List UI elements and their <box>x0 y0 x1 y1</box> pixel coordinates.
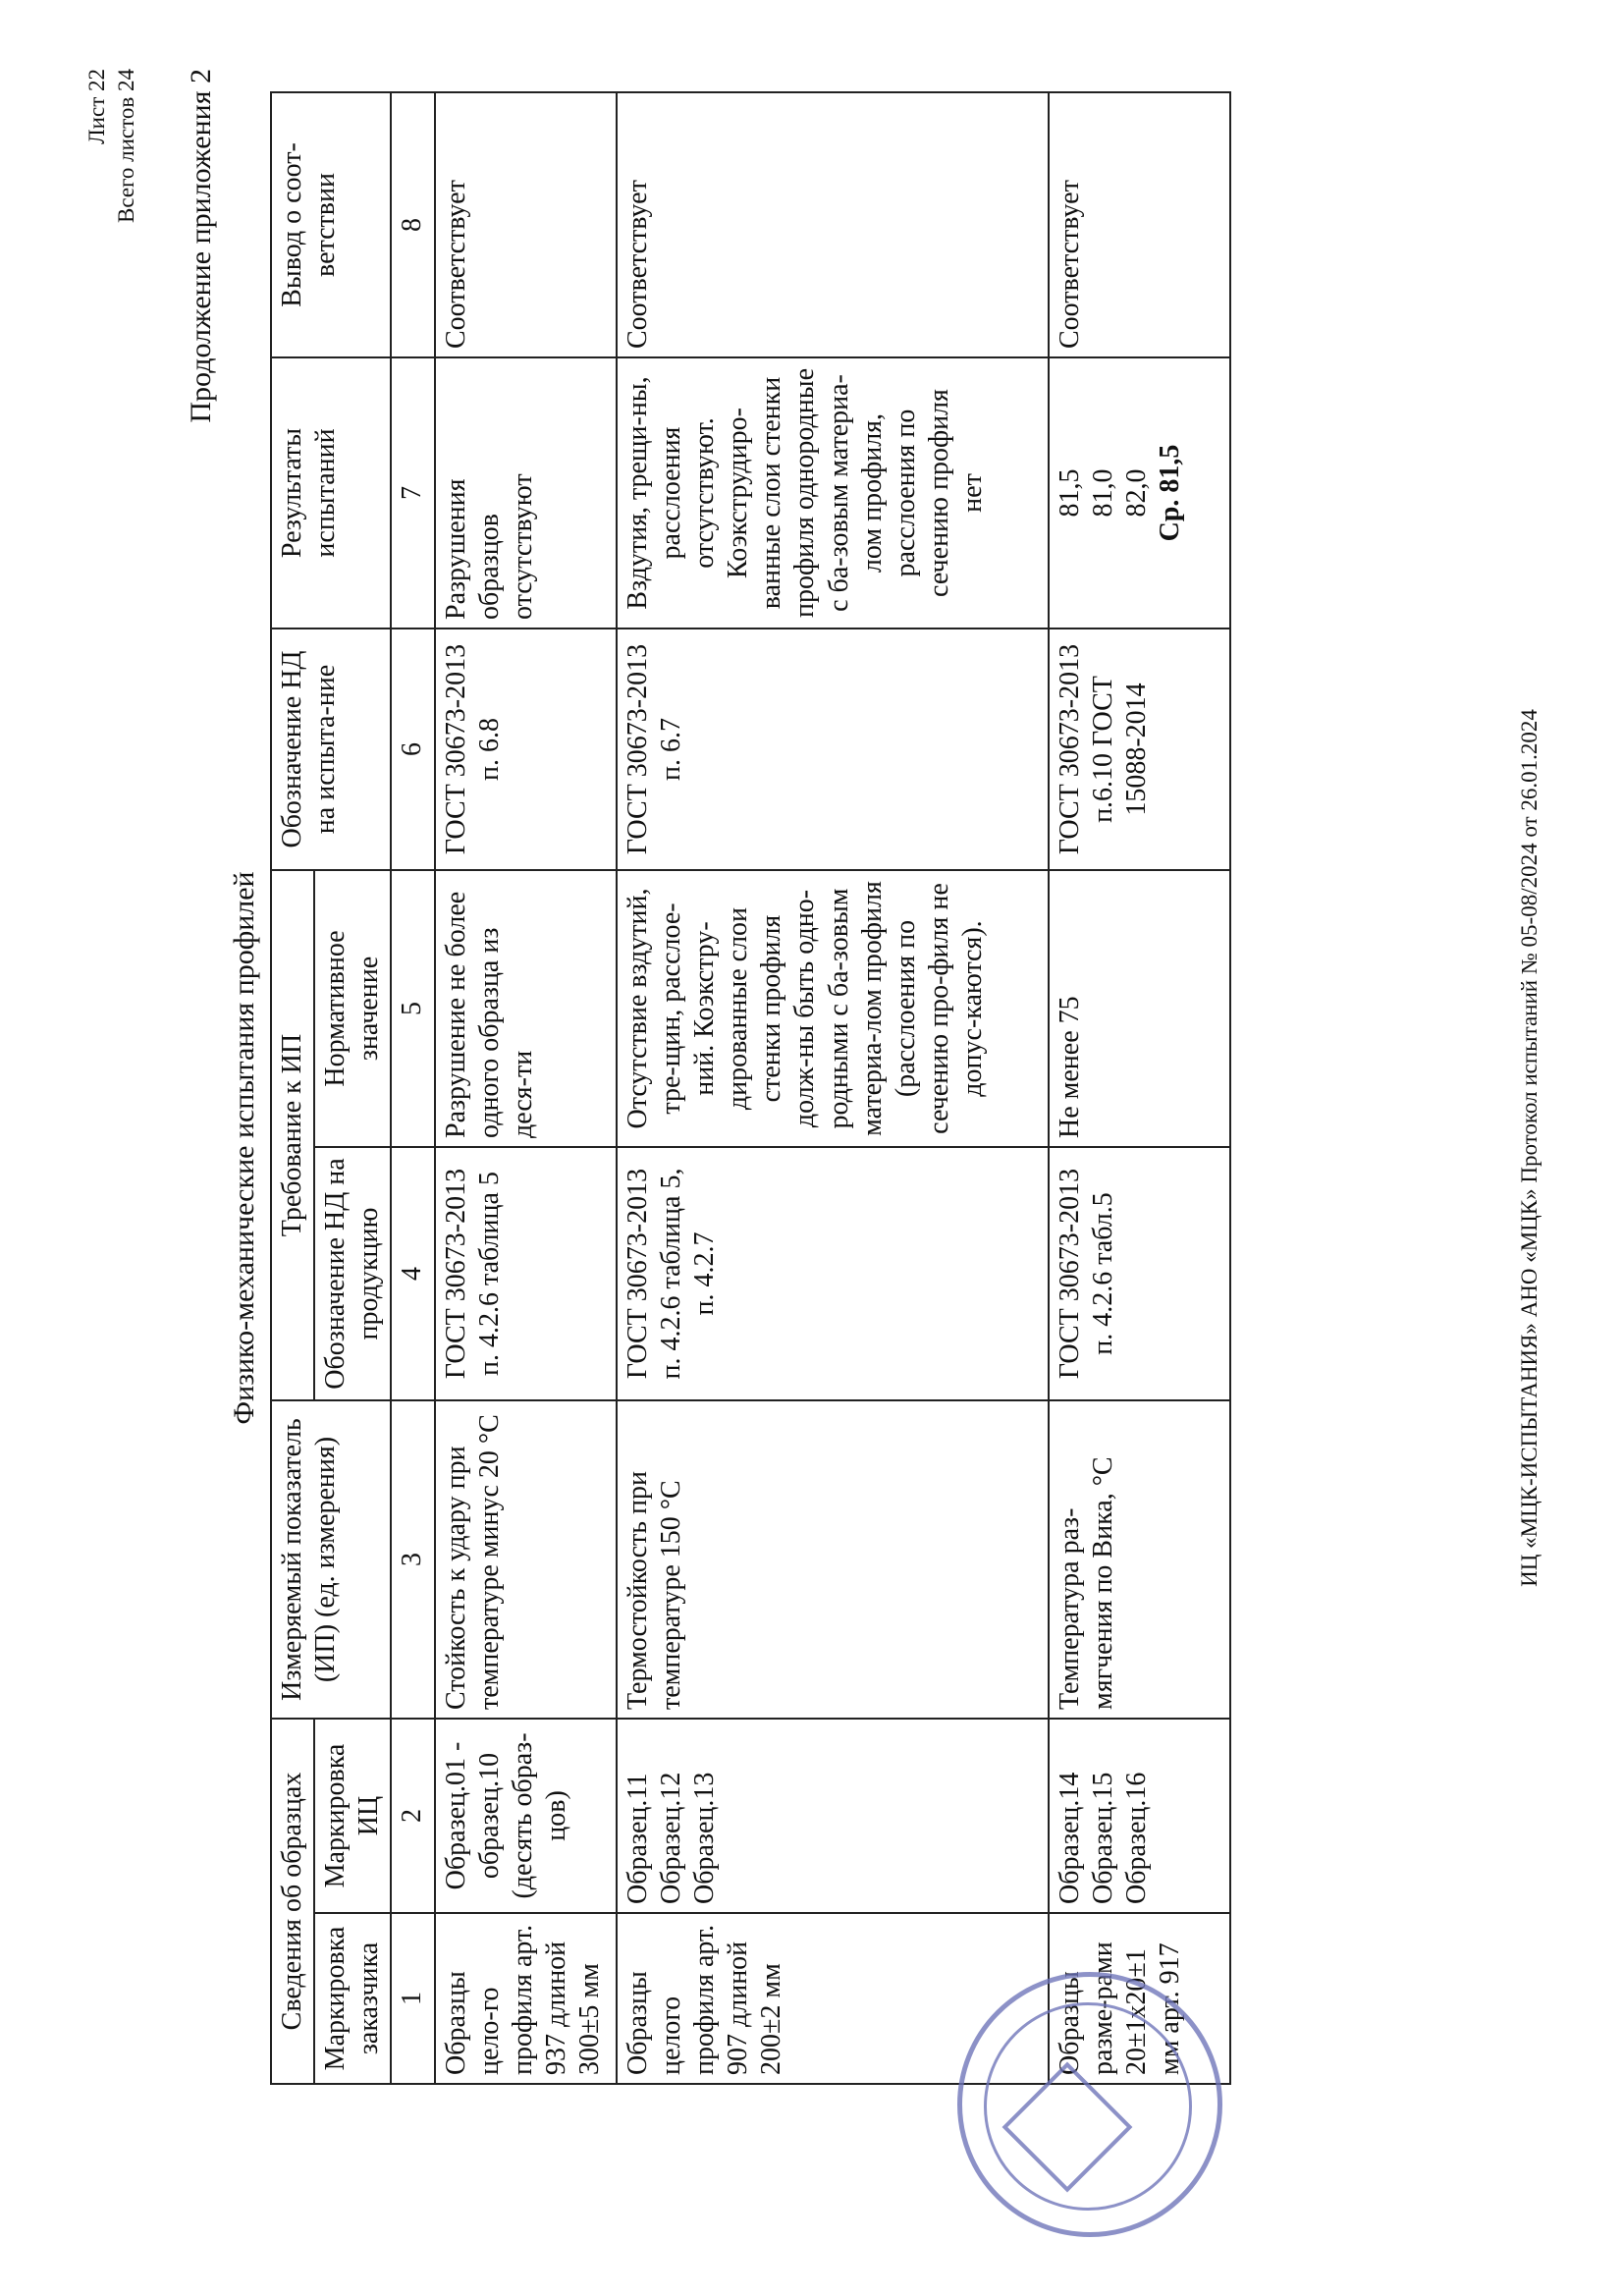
customer-mark-cell: Образцы целого профиля арт. 907 длиной 200±2 мм <box>617 1913 1049 2084</box>
result-value: 82,0 <box>1120 468 1152 518</box>
nd-test-cell: ГОСТ 30673-2013 п. 6.7 <box>617 629 1049 870</box>
test-results-table <box>270 91 1231 2085</box>
nd-product-cell: ГОСТ 30673-2013 п. 4.2.6 табл.5 <box>1049 1147 1230 1400</box>
result-value: 81,0 <box>1087 468 1118 518</box>
norm-value-cell: Отсутствие вздутий, тре-щин, расслое-ний. Коэкстру-дированные слои стенки профиля долж-ны быть одно-родными с ба-зовым материа-лом профиля (расслоения по сечению про-филя не допус-каются). <box>617 870 1049 1147</box>
column-number-row <box>391 92 434 2084</box>
header-customer-mark: Маркировка заказчика <box>314 1913 391 2084</box>
column-number: 8 <box>391 92 434 357</box>
sheet-number: Лист 22 <box>84 69 109 144</box>
customer-mark-cell: Образцы цело-го профиля арт. 937 длиной 300±5 мм <box>435 1913 617 2084</box>
table-row <box>617 92 1049 2084</box>
table-row <box>435 92 617 2084</box>
sheet-total: Всего листов 24 <box>114 69 138 224</box>
results-cell: Разрушения образцов отсутствуют <box>435 357 617 629</box>
header-results: Результаты испытаний <box>271 357 391 629</box>
organization-stamp <box>957 1972 1222 2237</box>
result-value: 81,5 <box>1054 468 1085 518</box>
results-cell: Вздутия, трещи-ны, расслоения отсутствуют. Коэкструдиро-ванные слои стенки профиля однородные с ба-зовым материа-лом профиля, расслоения по сечению профиля нет <box>617 357 1049 629</box>
nd-product-cell: ГОСТ 30673-2013 п. 4.2.6 таблица 5, п. 4.2.7 <box>617 1147 1049 1400</box>
customer-mark-cell: Образцы разме-рами 20±1x20±1 мм арт. 917 <box>1049 1913 1230 2084</box>
indicator-cell: Стойкость к удару при температуре минус 20 °С <box>435 1400 617 1719</box>
column-number: 1 <box>391 1913 434 2084</box>
table-header-row <box>271 92 314 2084</box>
footer-protocol: ИЦ «МЦК-ИСПЫТАНИЯ» АНО «МЦК» Протокол испытаний № 05-08/2024 от 26.01.2024 <box>1517 709 1542 1587</box>
conclusion-cell: Соответствует <box>617 92 1049 357</box>
header-indicator: Измеряемый показатель (ИП) (ед. измерения) <box>271 1400 391 1719</box>
nd-product-cell: ГОСТ 30673-2013 п. 4.2.6 таблица 5 <box>435 1147 617 1400</box>
column-number: 7 <box>391 357 434 629</box>
table-row <box>1049 92 1230 2084</box>
appendix-label: Продолжение приложения 2 <box>185 69 217 423</box>
conclusion-cell: Соответствует <box>435 92 617 357</box>
header-samples-group: Сведения об образцах <box>271 1719 314 2084</box>
lab-mark-cell: Образец.14 Образец.15 Образец.16 <box>1049 1719 1230 1913</box>
column-number: 2 <box>391 1719 434 1913</box>
column-number: 4 <box>391 1147 434 1400</box>
header-nd-test: Обозначение НД на испыта-ние <box>271 629 391 870</box>
conclusion-cell: Соответствует <box>1049 92 1230 357</box>
column-number: 5 <box>391 870 434 1147</box>
column-number: 3 <box>391 1400 434 1719</box>
column-number: 6 <box>391 629 434 870</box>
lab-mark-cell: Образец.11 Образец.12 Образец.13 <box>617 1719 1049 1913</box>
header-lab-mark: Маркировка ИЦ <box>314 1719 391 1913</box>
indicator-cell: Термостойкость при температуре 150 °С <box>617 1400 1049 1719</box>
nd-test-cell: ГОСТ 30673-2013 п.6.10 ГОСТ 15088-2014 <box>1049 629 1230 870</box>
result-average: Ср. 81,5 <box>1155 444 1186 542</box>
norm-value-cell: Не менее 75 <box>1049 870 1230 1147</box>
header-conclusion: Вывод о соот-ветствии <box>271 92 391 357</box>
header-requirement-group: Требование к ИП <box>271 870 314 1400</box>
norm-value-cell: Разрушение не более одного образца из деся-ти <box>435 870 617 1147</box>
header-norm-value: Нормативное значение <box>314 870 391 1147</box>
results-cell <box>1049 357 1230 629</box>
page-title: Физико-механические испытания профилей <box>228 871 260 1425</box>
nd-test-cell: ГОСТ 30673-2013 п. 6.8 <box>435 629 617 870</box>
indicator-cell: Температура раз-мягчения по Вика, °С <box>1049 1400 1230 1719</box>
lab-mark-cell: Образец.01 - образец.10 (десять образ-цов) <box>435 1719 617 1913</box>
header-nd-product: Обозначение НД на продукцию <box>314 1147 391 1400</box>
